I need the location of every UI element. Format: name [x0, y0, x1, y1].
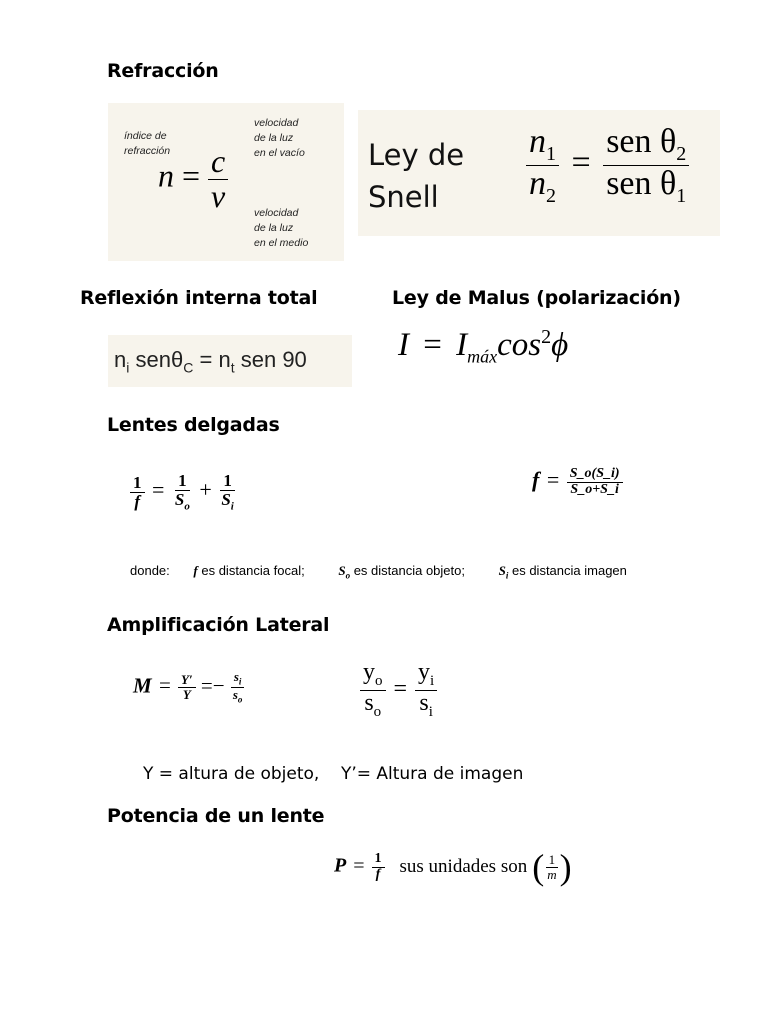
malus-formula: $I = I_{máx}\cos^2\phi$ — [398, 326, 569, 367]
refraction-index-panel — [108, 103, 344, 261]
snell-panel — [358, 110, 720, 236]
heading-malus: Ley de Malus (polarización) — [392, 287, 681, 309]
magnification-formula: M = $\frac{Y'}{Y}$ =− $\frac{s_i}{s_o}$ — [133, 669, 243, 705]
heading-reflexion: Reflexión interna total — [80, 287, 318, 309]
lens-legend: donde: f es distancia focal; $S_o$ es distancia objeto; $S_i$ es distancia imagen — [130, 563, 627, 581]
height-legend: Y = altura de objeto, Y’= Altura de imagen — [143, 764, 524, 784]
heading-potencia: Potencia de un lente — [107, 805, 325, 827]
vacuum-speed-annotation: velocidad de la luz en el vacío — [254, 117, 305, 159]
height-ratio-formula: $\frac{y_o}{s_o}$ = $\frac{y_i}{s_i}$ — [360, 660, 437, 720]
snell-label: Ley de Snell — [368, 138, 465, 214]
medium-speed-annotation: velocidad de la luz en el medio — [254, 207, 309, 249]
index-annotation: índice de refracción — [124, 130, 171, 157]
thin-lens-formula: $\frac{1}{f}$ = $\frac{1}{S_o}$ + $\frac{1}{S_i}$ — [130, 472, 237, 513]
tir-formula: $n_i$ $sen\theta_C = n_t$ sen 90 — [114, 347, 307, 376]
focal-length-formula: f = $\frac{S\_o(S\_i)}{S\_o+S\_i}$ — [532, 467, 623, 497]
tir-panel — [108, 335, 352, 387]
heading-lentes: Lentes delgadas — [107, 414, 280, 436]
heading-refraccion: Refracción — [107, 60, 219, 82]
power-formula: P = $\frac{1}{f}$ sus unidades son ( $\frac{1}{m}$ ) — [334, 847, 572, 887]
snell-formula: $\frac{n_1}{n_2}$ = $\frac{sen \theta_2}{sen \theta_1}$ — [526, 124, 689, 207]
heading-amplificacion: Amplificación Lateral — [107, 614, 330, 636]
refraction-formula: n = $\frac{c}{v}$ — [158, 145, 228, 213]
